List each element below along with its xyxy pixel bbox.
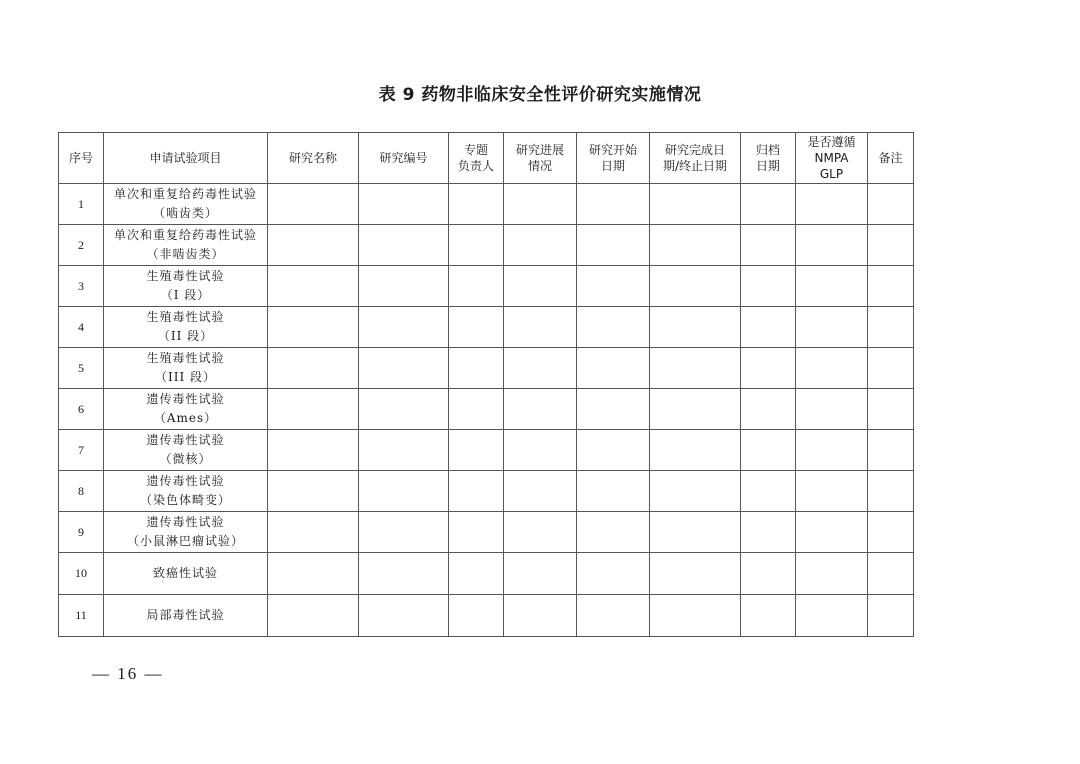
table-row xyxy=(59,266,914,307)
empty-cell[interactable] xyxy=(268,430,359,471)
empty-cell[interactable] xyxy=(577,348,650,389)
column-header-line: 情况 xyxy=(527,159,552,173)
table-title: 表 9 药物非临床安全性评价研究实施情况 xyxy=(378,85,702,105)
test-item-line: 单次和重复给药毒性试验 xyxy=(113,187,257,201)
column-header-line: 日期 xyxy=(755,159,780,173)
empty-cell[interactable] xyxy=(650,348,741,389)
test-item-line: （小鼠淋巴瘤试验） xyxy=(126,534,244,548)
test-item-line: 单次和重复给药毒性试验 xyxy=(113,228,257,242)
test-item-line: （微核） xyxy=(159,452,212,466)
test-item xyxy=(104,471,268,512)
empty-cell[interactable] xyxy=(268,348,359,389)
empty-cell[interactable] xyxy=(504,184,577,225)
column-header xyxy=(577,133,650,184)
column-header xyxy=(504,133,577,184)
empty-cell[interactable] xyxy=(449,266,504,307)
column-header-line: 研究编号 xyxy=(379,151,428,165)
empty-cell[interactable] xyxy=(796,553,868,595)
column-header-line: 研究完成日 xyxy=(664,143,725,157)
column-header-line: GLP xyxy=(819,167,844,181)
header-row xyxy=(59,133,914,184)
empty-cell[interactable] xyxy=(868,184,914,225)
table-body xyxy=(59,184,914,637)
column-header xyxy=(104,133,268,184)
empty-cell[interactable] xyxy=(268,553,359,595)
empty-cell[interactable] xyxy=(359,430,449,471)
test-item-line: 生殖毒性试验 xyxy=(146,351,225,365)
empty-cell[interactable] xyxy=(577,471,650,512)
empty-cell[interactable] xyxy=(504,389,577,430)
table-row xyxy=(59,512,914,553)
test-item xyxy=(104,184,268,225)
empty-cell[interactable] xyxy=(359,225,449,266)
row-number: 4 xyxy=(59,307,104,348)
empty-cell[interactable] xyxy=(577,389,650,430)
column-header-line: 日期 xyxy=(600,159,625,173)
empty-cell[interactable] xyxy=(504,595,577,637)
test-item-line: 局部毒性试验 xyxy=(146,608,225,622)
empty-cell[interactable] xyxy=(577,512,650,553)
empty-cell[interactable] xyxy=(741,471,796,512)
empty-cell[interactable] xyxy=(650,553,741,595)
empty-cell[interactable] xyxy=(359,389,449,430)
test-item-line: （Ames） xyxy=(153,411,218,425)
table-row xyxy=(59,430,914,471)
empty-cell[interactable] xyxy=(577,553,650,595)
empty-cell[interactable] xyxy=(359,348,449,389)
table-row xyxy=(59,471,914,512)
empty-cell[interactable] xyxy=(577,225,650,266)
column-header xyxy=(741,133,796,184)
row-number: 2 xyxy=(59,225,104,266)
test-item-line: 遗传毒性试验 xyxy=(146,515,225,529)
empty-cell[interactable] xyxy=(796,184,868,225)
test-item xyxy=(104,430,268,471)
empty-cell[interactable] xyxy=(868,471,914,512)
empty-cell[interactable] xyxy=(268,184,359,225)
empty-cell[interactable] xyxy=(359,553,449,595)
column-header xyxy=(868,133,914,184)
empty-cell[interactable] xyxy=(796,307,868,348)
test-item-line: （啮齿类） xyxy=(152,206,218,220)
empty-cell[interactable] xyxy=(577,184,650,225)
empty-cell[interactable] xyxy=(577,307,650,348)
test-item-line: （I 段） xyxy=(160,288,211,302)
empty-cell[interactable] xyxy=(796,266,868,307)
empty-cell[interactable] xyxy=(868,225,914,266)
column-header-line: 期/终止日期 xyxy=(662,159,728,173)
empty-cell[interactable] xyxy=(359,266,449,307)
empty-cell[interactable] xyxy=(650,225,741,266)
table-row xyxy=(59,348,914,389)
empty-cell[interactable] xyxy=(650,430,741,471)
empty-cell[interactable] xyxy=(868,266,914,307)
empty-cell[interactable] xyxy=(796,471,868,512)
empty-cell[interactable] xyxy=(868,595,914,637)
row-number: 10 xyxy=(59,553,104,595)
empty-cell[interactable] xyxy=(268,225,359,266)
page-number: — 16 — xyxy=(92,664,164,683)
empty-cell[interactable] xyxy=(650,389,741,430)
empty-cell[interactable] xyxy=(650,512,741,553)
empty-cell[interactable] xyxy=(449,225,504,266)
empty-cell[interactable] xyxy=(650,471,741,512)
empty-cell[interactable] xyxy=(449,307,504,348)
empty-cell[interactable] xyxy=(741,389,796,430)
test-item-line: 生殖毒性试验 xyxy=(146,310,225,324)
test-item xyxy=(104,307,268,348)
empty-cell[interactable] xyxy=(868,389,914,430)
empty-cell[interactable] xyxy=(868,348,914,389)
empty-cell[interactable] xyxy=(741,595,796,637)
column-header xyxy=(359,133,449,184)
column-header-line: 研究进展 xyxy=(515,143,564,157)
column-header xyxy=(650,133,741,184)
table-row xyxy=(59,225,914,266)
empty-cell[interactable] xyxy=(268,512,359,553)
column-header xyxy=(268,133,359,184)
column-header-line: 申请试验项目 xyxy=(149,151,222,165)
column-header xyxy=(796,133,868,184)
table-row xyxy=(59,595,914,637)
row-number: 8 xyxy=(59,471,104,512)
table-row xyxy=(59,389,914,430)
implementation-table xyxy=(58,132,914,637)
empty-cell[interactable] xyxy=(504,512,577,553)
empty-cell[interactable] xyxy=(796,348,868,389)
row-number: 7 xyxy=(59,430,104,471)
empty-cell[interactable] xyxy=(268,471,359,512)
test-item-line: 生殖毒性试验 xyxy=(146,269,225,283)
test-item xyxy=(104,553,268,595)
empty-cell[interactable] xyxy=(359,512,449,553)
test-item-line: 致癌性试验 xyxy=(152,566,218,580)
column-header-line: 专题 xyxy=(463,143,488,157)
column-header xyxy=(59,133,104,184)
empty-cell[interactable] xyxy=(796,389,868,430)
empty-cell[interactable] xyxy=(650,266,741,307)
empty-cell[interactable] xyxy=(504,471,577,512)
table-row xyxy=(59,307,914,348)
empty-cell[interactable] xyxy=(504,307,577,348)
empty-cell[interactable] xyxy=(577,266,650,307)
empty-cell[interactable] xyxy=(796,430,868,471)
row-number: 9 xyxy=(59,512,104,553)
empty-cell[interactable] xyxy=(359,184,449,225)
row-number: 1 xyxy=(59,184,104,225)
test-item xyxy=(104,348,268,389)
empty-cell[interactable] xyxy=(650,595,741,637)
table-row xyxy=(59,553,914,595)
row-number: 6 xyxy=(59,389,104,430)
test-item xyxy=(104,512,268,553)
empty-cell[interactable] xyxy=(359,595,449,637)
test-item-line: （III 段） xyxy=(154,370,217,384)
empty-cell[interactable] xyxy=(359,307,449,348)
column-header-line: NMPA xyxy=(814,151,849,165)
test-item-line: 遗传毒性试验 xyxy=(146,474,225,488)
empty-cell[interactable] xyxy=(741,430,796,471)
empty-cell[interactable] xyxy=(504,225,577,266)
test-item-line: 遗传毒性试验 xyxy=(146,392,225,406)
empty-cell[interactable] xyxy=(449,389,504,430)
column-header-line: 研究名称 xyxy=(288,151,337,165)
empty-cell[interactable] xyxy=(504,348,577,389)
row-number: 3 xyxy=(59,266,104,307)
column-header-line: 序号 xyxy=(68,151,93,165)
table-row xyxy=(59,184,914,225)
empty-cell[interactable] xyxy=(650,184,741,225)
empty-cell[interactable] xyxy=(449,430,504,471)
empty-cell[interactable] xyxy=(741,348,796,389)
column-header-line: 归档 xyxy=(755,143,780,157)
test-item-line: （染色体畸变） xyxy=(139,493,231,507)
empty-cell[interactable] xyxy=(449,184,504,225)
empty-cell[interactable] xyxy=(741,266,796,307)
empty-cell[interactable] xyxy=(868,553,914,595)
empty-cell[interactable] xyxy=(741,512,796,553)
empty-cell[interactable] xyxy=(868,430,914,471)
empty-cell[interactable] xyxy=(741,225,796,266)
empty-cell[interactable] xyxy=(741,553,796,595)
empty-cell[interactable] xyxy=(268,389,359,430)
empty-cell[interactable] xyxy=(449,348,504,389)
test-item-line: 遗传毒性试验 xyxy=(146,433,225,447)
empty-cell[interactable] xyxy=(868,512,914,553)
empty-cell[interactable] xyxy=(449,553,504,595)
empty-cell[interactable] xyxy=(796,225,868,266)
empty-cell[interactable] xyxy=(868,307,914,348)
test-item-line: （II 段） xyxy=(157,329,214,343)
empty-cell[interactable] xyxy=(449,512,504,553)
empty-cell[interactable] xyxy=(504,553,577,595)
row-number: 11 xyxy=(59,595,104,637)
empty-cell[interactable] xyxy=(268,307,359,348)
empty-cell[interactable] xyxy=(796,512,868,553)
test-item-line: （非啮齿类） xyxy=(146,247,225,261)
empty-cell[interactable] xyxy=(268,266,359,307)
empty-cell[interactable] xyxy=(796,595,868,637)
empty-cell[interactable] xyxy=(449,595,504,637)
empty-cell[interactable] xyxy=(577,430,650,471)
empty-cell[interactable] xyxy=(741,307,796,348)
empty-cell[interactable] xyxy=(650,307,741,348)
column-header-line: 备注 xyxy=(878,151,903,165)
empty-cell[interactable] xyxy=(741,184,796,225)
column-header-line: 是否遵循 xyxy=(807,135,856,149)
column-header-line: 负责人 xyxy=(457,159,494,173)
test-item xyxy=(104,225,268,266)
empty-cell[interactable] xyxy=(268,595,359,637)
test-item xyxy=(104,389,268,430)
empty-cell[interactable] xyxy=(504,266,577,307)
test-item xyxy=(104,595,268,637)
empty-cell[interactable] xyxy=(577,595,650,637)
test-item xyxy=(104,266,268,307)
row-number: 5 xyxy=(59,348,104,389)
empty-cell[interactable] xyxy=(359,471,449,512)
empty-cell[interactable] xyxy=(449,471,504,512)
column-header xyxy=(449,133,504,184)
column-header-line: 研究开始 xyxy=(588,143,637,157)
empty-cell[interactable] xyxy=(504,430,577,471)
